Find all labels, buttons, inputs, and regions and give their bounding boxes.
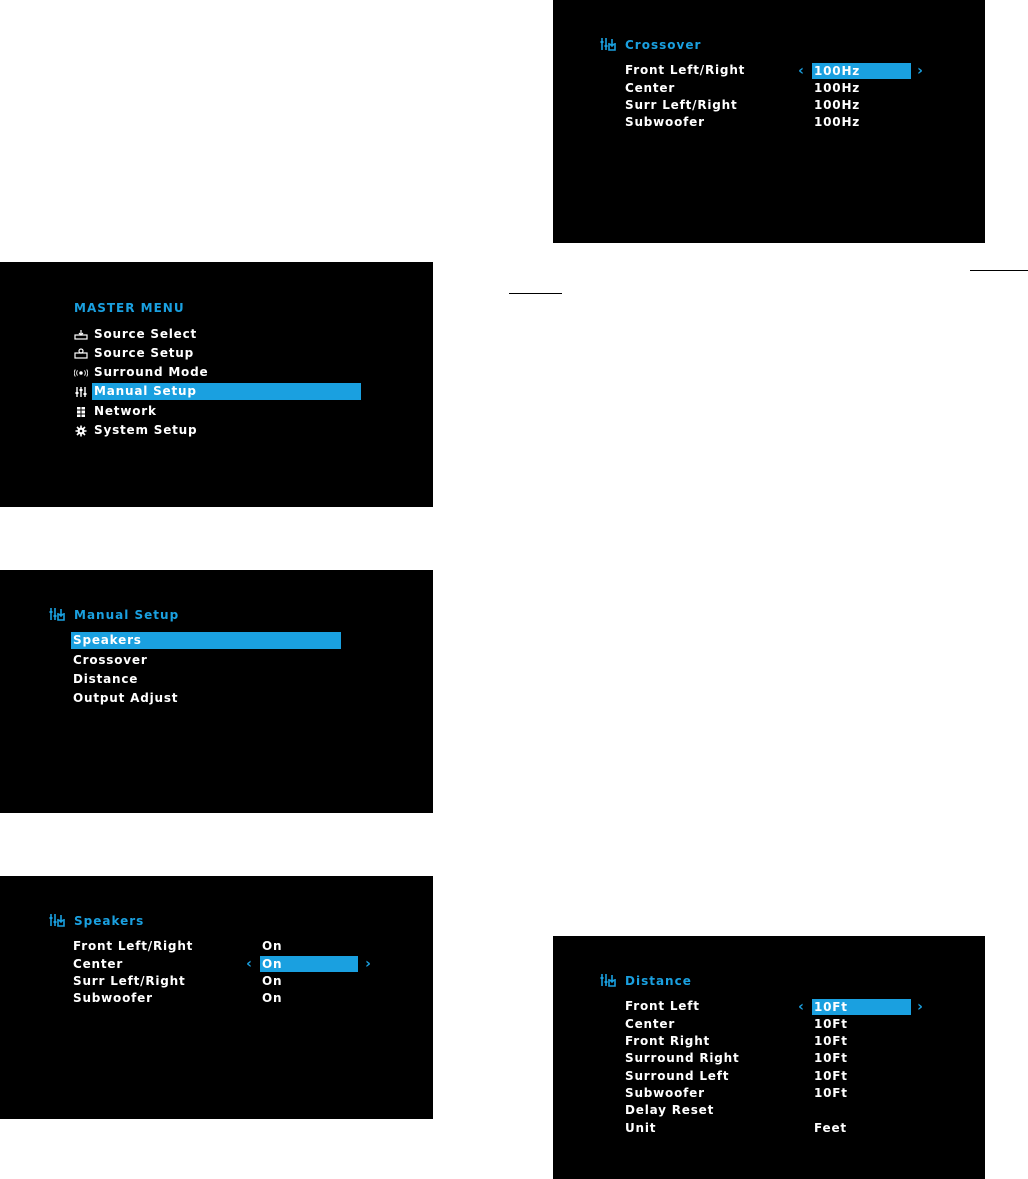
chevron-left-icon[interactable]: ‹ [798, 999, 804, 1015]
crossover-row-surr-left-right[interactable] [623, 97, 793, 114]
crossover-title-icon [600, 37, 616, 51]
distance-row-value[interactable] [812, 1050, 911, 1066]
distance-screen [553, 936, 985, 1179]
crossover-row-label: Front Left/Right [625, 63, 746, 77]
distance-title-icon [600, 973, 616, 987]
crossover-row-label: Center [625, 81, 676, 95]
speakers-row-value[interactable] [260, 938, 358, 954]
chevron-right-icon[interactable]: › [365, 956, 371, 972]
value-text: 10Ft [814, 1000, 848, 1014]
menu-item-label: Source Select [94, 327, 198, 341]
menu-item-label: Manual Setup [94, 384, 197, 398]
speakers-row-label: Front Left/Right [73, 939, 194, 953]
value-text: 100Hz [814, 98, 861, 112]
speakers-row-label: Surr Left/Right [73, 974, 186, 988]
crossover-row-value[interactable] [812, 80, 911, 96]
speakers-title: Speakers [74, 914, 145, 928]
distance-title: Distance [625, 974, 692, 988]
distance-row-value[interactable] [812, 1068, 911, 1084]
value-text: 10Ft [814, 1069, 848, 1083]
speakers-row-label: Center [73, 957, 124, 971]
distance-row-label: Unit [625, 1121, 657, 1135]
distance-row-label: Front Right [625, 1034, 711, 1048]
manual-setup-item-label: Output Adjust [73, 691, 179, 705]
crossover-row-center[interactable] [623, 80, 793, 97]
menu-item-label: Surround Mode [94, 365, 209, 379]
distance-row-surround-right[interactable] [623, 1050, 793, 1067]
speakers-row-label: Subwoofer [73, 991, 153, 1005]
menu-item-label: Network [94, 404, 157, 418]
value-text: 10Ft [814, 1051, 848, 1065]
speakers-row-value[interactable] [260, 973, 358, 989]
value-text: On [262, 957, 283, 971]
manual-setup-item-speakers[interactable] [71, 632, 341, 649]
distance-row-value[interactable] [812, 1120, 911, 1136]
speakers-row-surr-left-right[interactable] [71, 973, 241, 990]
distance-row-label: Subwoofer [625, 1086, 705, 1100]
source-setup-icon [74, 348, 88, 360]
crossover-title: Crossover [625, 38, 702, 52]
distance-row-label: Surround Right [625, 1051, 740, 1065]
value-text: 10Ft [814, 1017, 848, 1031]
distance-row-front-right[interactable] [623, 1033, 793, 1050]
value-text: On [262, 991, 283, 1005]
distance-row-label: Front Left [625, 999, 700, 1013]
crossover-row-value[interactable] [812, 63, 911, 79]
value-text: 100Hz [814, 115, 861, 129]
speakers-title-icon [49, 913, 65, 927]
chevron-right-icon[interactable]: › [917, 999, 923, 1015]
value-text: 100Hz [814, 64, 861, 78]
speakers-screen [0, 876, 433, 1119]
distance-row-value[interactable] [812, 1085, 911, 1101]
source-select-icon [74, 329, 88, 341]
distance-row-value[interactable] [812, 1033, 911, 1049]
distance-row-surround-left[interactable] [623, 1068, 793, 1085]
manual-setup-item-distance[interactable] [71, 671, 341, 688]
value-text: 10Ft [814, 1086, 848, 1100]
distance-row-front-left[interactable] [623, 998, 793, 1015]
menu-item-manual-setup[interactable] [92, 383, 361, 400]
underline-mark [509, 293, 562, 294]
distance-row-unit[interactable] [623, 1120, 793, 1137]
crossover-row-subwoofer[interactable] [623, 114, 793, 131]
gear-icon [74, 425, 88, 437]
crossover-row-label: Subwoofer [625, 115, 705, 129]
manual-setup-item-label: Speakers [73, 633, 142, 647]
distance-row-center[interactable] [623, 1016, 793, 1033]
value-text: On [262, 974, 283, 988]
chevron-right-icon[interactable]: › [917, 63, 923, 79]
speakers-row-value[interactable] [260, 990, 358, 1006]
manual-setup-item-crossover[interactable] [71, 652, 341, 669]
speakers-row-front-left-right[interactable] [71, 938, 241, 955]
speakers-row-value[interactable] [260, 956, 358, 972]
distance-row-label: Center [625, 1017, 676, 1031]
manual-setup-icon [74, 386, 88, 398]
menu-item-system-setup[interactable] [92, 422, 361, 439]
manual-setup-title: Manual Setup [74, 608, 180, 622]
crossover-row-value[interactable] [812, 97, 911, 113]
menu-item-network[interactable] [92, 403, 361, 420]
value-text: 10Ft [814, 1034, 848, 1048]
manual-setup-item-label: Crossover [73, 653, 148, 667]
value-text: Feet [814, 1121, 847, 1135]
distance-row-value[interactable] [812, 999, 911, 1015]
manual-setup-item-output-adjust[interactable] [71, 690, 341, 707]
master-menu-screen [0, 262, 433, 507]
menu-item-label: Source Setup [94, 346, 195, 360]
master-menu-title: MASTER MENU [74, 301, 185, 315]
crossover-screen [553, 0, 985, 243]
manual-setup-item-label: Distance [73, 672, 139, 686]
value-text: 100Hz [814, 81, 861, 95]
speakers-row-center[interactable] [71, 956, 241, 973]
distance-row-label: Delay Reset [625, 1103, 715, 1117]
menu-item-source-setup[interactable] [92, 345, 361, 362]
crossover-row-value[interactable] [812, 114, 911, 130]
distance-row-delay-reset[interactable] [623, 1102, 793, 1119]
distance-row-subwoofer[interactable] [623, 1085, 793, 1102]
chevron-left-icon[interactable]: ‹ [798, 63, 804, 79]
menu-item-surround-mode[interactable] [92, 364, 361, 381]
surround-mode-icon [74, 367, 88, 379]
manual-setup-screen [0, 570, 433, 813]
speakers-row-subwoofer[interactable] [71, 990, 241, 1007]
distance-row-value[interactable] [812, 1016, 911, 1032]
underline-mark [970, 270, 1028, 271]
manual-setup-title-icon [49, 607, 65, 621]
crossover-row-front-left-right[interactable] [623, 62, 793, 79]
chevron-left-icon[interactable]: ‹ [246, 956, 252, 972]
menu-item-label: System Setup [94, 423, 198, 437]
distance-row-label: Surround Left [625, 1069, 730, 1083]
crossover-row-label: Surr Left/Right [625, 98, 738, 112]
network-icon [74, 406, 88, 418]
menu-item-source-select[interactable] [92, 326, 361, 343]
value-text: On [262, 939, 283, 953]
